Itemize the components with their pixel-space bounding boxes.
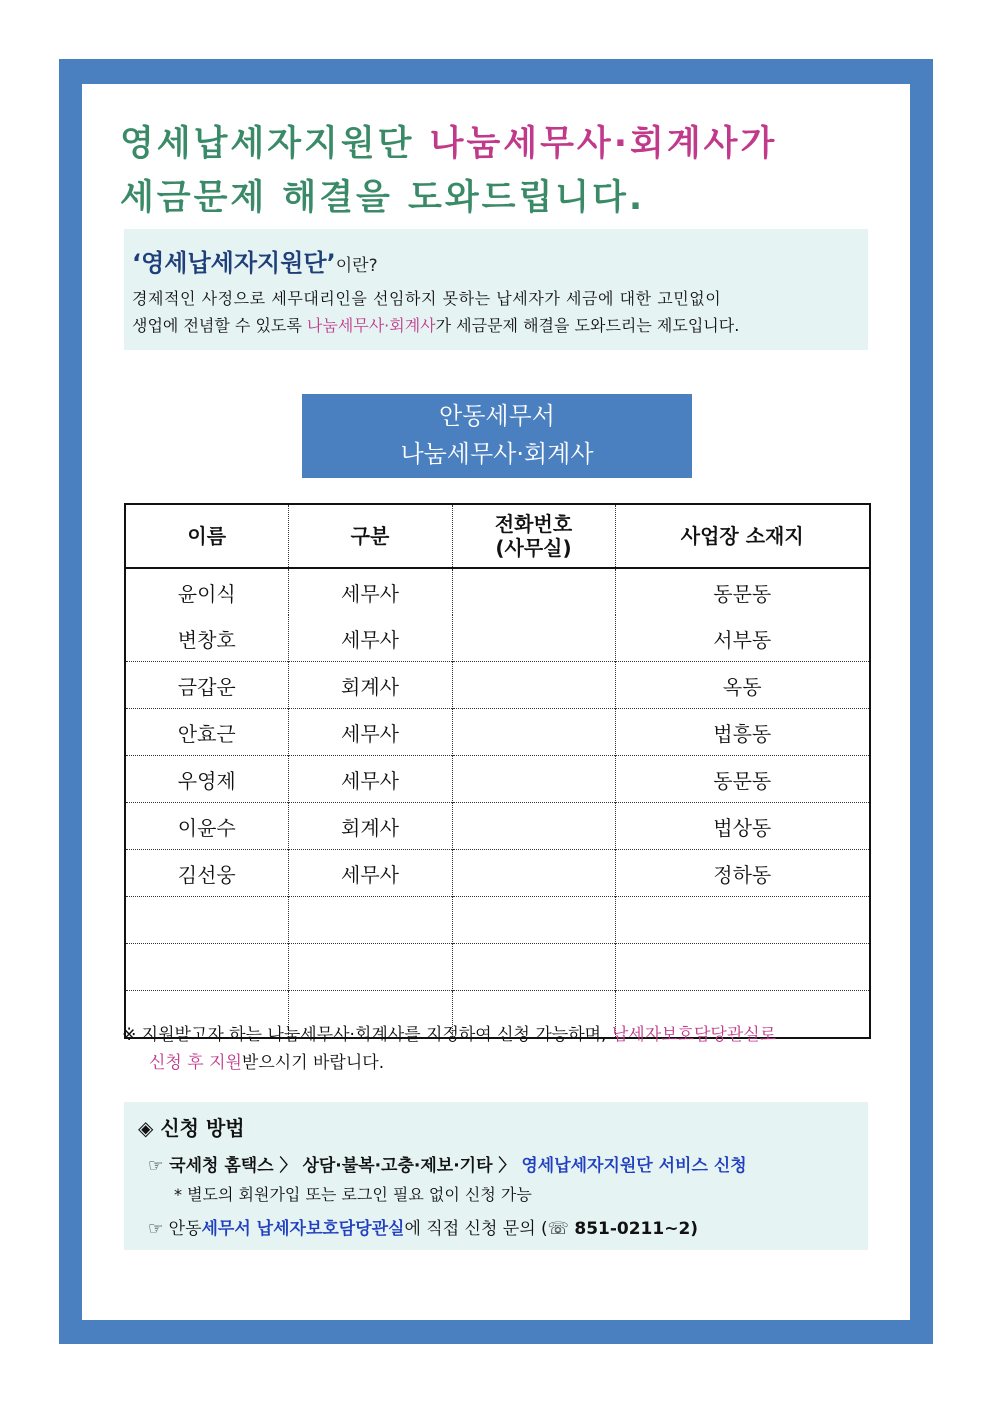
phone-number[interactable]: 851-0211~2 (574, 1219, 691, 1239)
cell-name: 변창호 (177, 627, 236, 652)
title-org: 영세납세자지원단 (120, 124, 430, 164)
cell-phone (452, 709, 615, 756)
how-to-apply-box (124, 1102, 868, 1250)
cell-type: 세무사 (288, 850, 452, 897)
contact-text: 에 직접 신청 문의 (☏ (404, 1219, 575, 1239)
table-header-row (125, 504, 870, 568)
cell-location: 옥동 (615, 662, 870, 709)
cell-location: 동문동 (615, 756, 870, 803)
note-highlight: 납세자보호담당관실로 (611, 1025, 777, 1045)
office-subtitle: 나눔세무사·회계사 (400, 440, 594, 468)
definition-highlight: 나눔세무사·회계사 (306, 316, 436, 335)
cell-phone (452, 850, 615, 897)
definition-title (132, 243, 378, 278)
cell-name: 윤이식 (125, 568, 288, 615)
header-phone-label: 전화번호 (494, 512, 573, 536)
header-phone (452, 504, 615, 568)
cell-location (615, 897, 870, 944)
paren-close: ) (690, 1219, 699, 1239)
cell-type: 세무사 (288, 756, 452, 803)
definition-text: 생업에 전념할 수 있도록 (132, 316, 307, 335)
cell-location: 정하동 (615, 850, 870, 897)
cell-type: 세무사 (288, 709, 452, 756)
cell-type: 세무사 (288, 615, 452, 662)
cell-phone (452, 662, 615, 709)
cell-phone (452, 568, 615, 615)
table-row (125, 803, 870, 850)
cell-phone (452, 897, 615, 944)
definition-suffix: 이란? (335, 256, 378, 276)
definition-line1: 경제적인 사정으로 세무대리인을 선임하지 못하는 납세자가 세금에 대한 고민없이 (132, 289, 722, 308)
cell-location: 법상동 (615, 803, 870, 850)
header-name: 이름 (125, 504, 288, 568)
cell-phone (452, 756, 615, 803)
how-line1 (148, 1151, 747, 1176)
cell-location (615, 944, 870, 991)
table-row (125, 897, 870, 944)
title-highlight: 나눔세무사·회계사가 (429, 124, 778, 164)
cell-phone (452, 944, 615, 991)
cell-type: 회계사 (288, 803, 452, 850)
office-name: 안동세무서 (439, 402, 555, 430)
cell-type: 세무사 (288, 568, 452, 615)
table-row (125, 662, 870, 709)
cell-name (125, 944, 288, 991)
how-title: ◈ 신청 방법 (138, 1116, 245, 1140)
cell-type (288, 944, 452, 991)
cell-type: 회계사 (288, 662, 452, 709)
table-row (125, 568, 870, 615)
cell-name: 이윤수 (125, 803, 288, 850)
note-mark: ※ (122, 1025, 137, 1045)
table-row (125, 709, 870, 756)
office-dept: 세무서 납세자보호담당관실 (201, 1219, 405, 1239)
how-line2: * 별도의 회원가입 또는 로그인 필요 없이 신청 가능 (174, 1185, 532, 1204)
cell-name: 우영제 (125, 756, 288, 803)
definition-text-end: 가 세금문제 해결을 도와드리는 제도입니다. (435, 316, 740, 335)
office-banner (302, 394, 692, 478)
header-phone-sub: (사무실) (495, 536, 572, 560)
note-text-end: 받으시기 바랍니다. (241, 1053, 385, 1073)
main-title-line2: 세금문제 해결을 도와드립니다. (120, 178, 646, 218)
cell-phone (452, 615, 615, 662)
cell-name: 김선웅 (125, 850, 288, 897)
header-location: 사업장 소재지 (615, 504, 870, 568)
office-prefix: ☞ 안동 (148, 1219, 202, 1239)
definition-line2 (132, 313, 739, 336)
cell-location: 법흥동 (615, 709, 870, 756)
hometax-path: ☞ 국세청 홈택스 〉 상담·불복·고충·제보·기타 〉 (148, 1156, 516, 1176)
definition-term: ‘영세납세자지원단’ (132, 249, 336, 277)
how-line3 (148, 1214, 698, 1239)
cell-location: 동문동 (615, 568, 870, 615)
note-text: 지원받고자 하는 나눔세무사·회계사를 지정하여 신청 가능하며, (136, 1025, 612, 1045)
advisor-table (124, 503, 871, 1039)
cell-name: 금갑운 (125, 662, 288, 709)
cell-location: 서부동 (615, 615, 870, 662)
service-link[interactable]: 영세납세자지원단 서비스 신청 (521, 1156, 747, 1176)
table-row (125, 615, 870, 662)
application-note (122, 1021, 776, 1077)
header-type: 구분 (288, 504, 452, 568)
cell-phone (452, 803, 615, 850)
main-title-line1 (120, 116, 777, 166)
table-row (125, 850, 870, 897)
definition-box (124, 229, 868, 350)
table-row (125, 944, 870, 991)
note-highlight2: 신청 후 지원 (149, 1053, 242, 1073)
cell-type (288, 897, 452, 944)
table-row (125, 756, 870, 803)
cell-name: 안효근 (125, 709, 288, 756)
cell-name (125, 897, 288, 944)
